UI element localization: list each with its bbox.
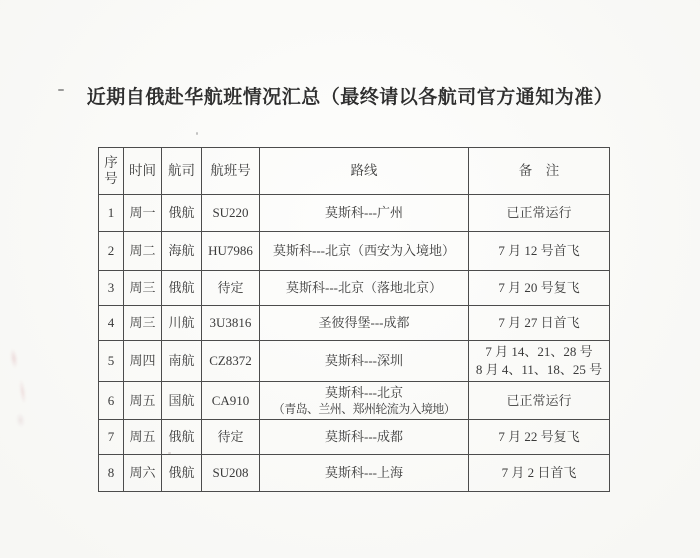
cell-airline: 海航 (162, 232, 202, 271)
cell-index: 3 (99, 271, 124, 306)
cell-flight-no: SU220 (202, 195, 260, 232)
cell-flight-no: CZ8372 (202, 341, 260, 382)
cell-time: 周三 (124, 271, 162, 306)
cell-time: 周六 (124, 455, 162, 492)
route-line-2: （青岛、兰州、郑州轮流为入境地） (272, 402, 456, 417)
cell-flight-no: CA910 (202, 382, 260, 420)
cell-route: 莫斯科---成都 (260, 420, 469, 455)
flight-schedule-table (98, 147, 610, 492)
header-airline: 航司 (162, 148, 202, 195)
table-row (99, 420, 610, 455)
cell-index: 6 (99, 382, 124, 420)
header-route: 路线 (260, 148, 469, 195)
cell-time: 周五 (124, 420, 162, 455)
table-header-row (99, 148, 610, 195)
scan-smudge-artifact (0, 339, 38, 437)
header-time: 时间 (124, 148, 162, 195)
table-row (99, 195, 610, 232)
header-remark: 备 注 (469, 148, 610, 195)
cell-remark: 已正常运行 (469, 195, 610, 232)
cell-flight-no: 待定 (202, 271, 260, 306)
cell-airline: 俄航 (162, 271, 202, 306)
cell-flight-no: HU7986 (202, 232, 260, 271)
page-title: 近期自俄赴华航班情况汇总（最终请以各航司官方通知为准） (86, 87, 614, 108)
cell-remark: 已正常运行 (469, 382, 610, 420)
cell-flight-no: 3U3816 (202, 306, 260, 341)
cell-index: 4 (99, 306, 124, 341)
table-row (99, 341, 610, 382)
cell-index: 5 (99, 341, 124, 382)
cell-route: 莫斯科---上海 (260, 455, 469, 492)
cell-remark: 7 月 12 号首飞 (469, 232, 610, 271)
scan-speck (196, 132, 198, 135)
cell-airline: 国航 (162, 382, 202, 420)
cell-remark: 7 月 2 日首飞 (469, 455, 610, 492)
header-index: 序号 (99, 148, 124, 195)
cell-time: 周一 (124, 195, 162, 232)
cell-flight-no: 待定 (202, 420, 260, 455)
cell-time: 周四 (124, 341, 162, 382)
cell-airline: 川航 (162, 306, 202, 341)
cell-time: 周二 (124, 232, 162, 271)
cell-airline: 俄航 (162, 195, 202, 232)
cell-airline: 南航 (162, 341, 202, 382)
cell-route: 莫斯科---北京（西安为入境地） (260, 232, 469, 271)
cell-remark: 7 月 22 号复飞 (469, 420, 610, 455)
table-row (99, 271, 610, 306)
route-line-1: 莫斯科---北京 (325, 384, 403, 400)
cell-route: 莫斯科---北京（落地北京） (260, 271, 469, 306)
cell-index: 2 (99, 232, 124, 271)
cell-remark: 7 月 20 号复飞 (469, 271, 610, 306)
remark-line-1: 7 月 14、21、28 号 (485, 344, 593, 360)
cell-time: 周三 (124, 306, 162, 341)
cell-remark: 7 月 27 日首飞 (469, 306, 610, 341)
cell-airline: 俄航 (162, 455, 202, 492)
cell-remark (469, 341, 610, 382)
remark-line-2: 8 月 4、11、18、25 号 (475, 362, 603, 377)
table-row (99, 306, 610, 341)
cell-route (260, 382, 469, 420)
table-row (99, 455, 610, 492)
cell-index: 7 (99, 420, 124, 455)
cell-route: 莫斯科---深圳 (260, 341, 469, 382)
cell-index: 1 (99, 195, 124, 232)
table-row (99, 382, 610, 420)
cell-route: 莫斯科---广州 (260, 195, 469, 232)
cell-time: 周五 (124, 382, 162, 420)
cell-index: 8 (99, 455, 124, 492)
header-flight-no: 航班号 (202, 148, 260, 195)
cell-airline: 俄航 (162, 420, 202, 455)
cell-flight-no: SU208 (202, 455, 260, 492)
cell-route: 圣彼得堡---成都 (260, 306, 469, 341)
table-row (99, 232, 610, 271)
